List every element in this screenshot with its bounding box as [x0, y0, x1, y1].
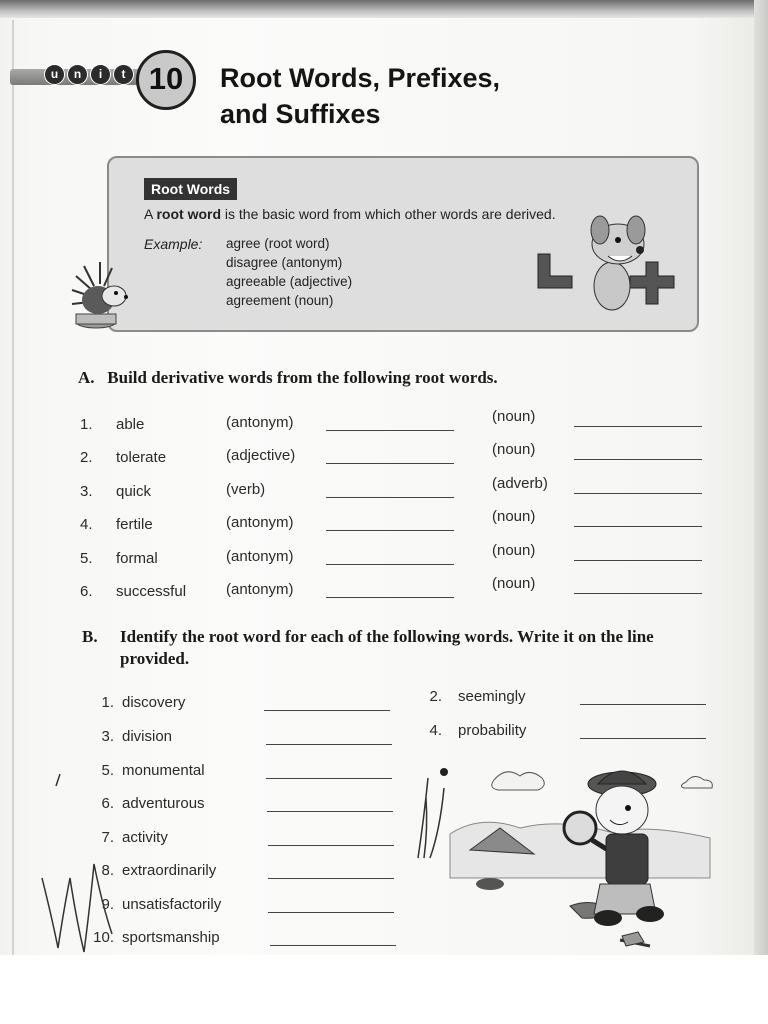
unit-letter: t	[113, 64, 134, 85]
unit-title-line1: Root Words, Prefixes,	[220, 63, 501, 93]
item-number: 2.	[429, 688, 442, 705]
section-a-row	[0, 575, 768, 603]
explorer-with-magnifier-illustration	[410, 754, 730, 954]
page-top-shadow	[0, 0, 768, 18]
answer-line[interactable]	[264, 710, 390, 711]
item-number: 4.	[80, 516, 93, 533]
answer-line[interactable]	[326, 497, 454, 498]
answer-line[interactable]	[268, 912, 394, 913]
root-word: tolerate	[116, 449, 167, 466]
item-number: 4.	[429, 722, 442, 739]
answer-line[interactable]	[267, 811, 393, 812]
derivative-type-label: (antonym)	[226, 581, 294, 598]
derivative-type-label: (antonym)	[226, 548, 294, 565]
derivative-type-label: (adjective)	[226, 447, 296, 464]
derived-word: monumental	[122, 762, 205, 779]
root-word: formal	[116, 550, 158, 567]
section-b-instruction	[82, 626, 722, 670]
item-number: 3.	[80, 483, 93, 500]
item-number: 3.	[101, 728, 114, 745]
answer-line[interactable]	[326, 430, 454, 431]
info-box-header: Root Words	[144, 178, 237, 200]
item-number: 1.	[80, 416, 93, 433]
derived-word: division	[122, 728, 173, 745]
answer-line[interactable]	[326, 530, 454, 531]
derivative-type-label: (adverb)	[492, 475, 548, 492]
root-word: successful	[116, 583, 187, 600]
section-a-text: Build derivative words from the following root words.	[107, 368, 498, 387]
unit-number-badge: 10	[136, 50, 196, 110]
answer-line[interactable]	[326, 597, 454, 598]
section-a-row	[0, 408, 768, 436]
root-word: able	[116, 416, 145, 433]
derived-word: seemingly	[458, 688, 526, 705]
section-a-row	[0, 441, 768, 469]
handwritten-scribble	[36, 858, 116, 954]
section-a-instruction	[78, 368, 498, 388]
item-number: 2.	[80, 449, 93, 466]
derivative-type-label: (verb)	[226, 481, 266, 498]
answer-line[interactable]	[266, 778, 392, 779]
derived-word: unsatisfactorily	[122, 896, 222, 913]
item-number: 6.	[80, 583, 93, 600]
answer-line[interactable]	[574, 493, 702, 494]
answer-line[interactable]	[270, 945, 396, 946]
unit-letter: i	[90, 64, 111, 85]
item-number: 1.	[101, 694, 114, 711]
pencil-mark	[54, 772, 64, 788]
derived-word: discovery	[122, 694, 186, 711]
derivative-type-label: (antonym)	[226, 514, 294, 531]
unit-title-line2: and Suffixes	[220, 99, 381, 129]
section-a-row	[0, 508, 768, 536]
answer-line[interactable]	[574, 560, 702, 561]
item-number: 8.	[101, 862, 114, 879]
example-item: agreement (noun)	[226, 293, 334, 308]
example-item: disagree (antonym)	[226, 255, 343, 270]
derived-word: sportsmanship	[122, 929, 220, 946]
unit-label	[44, 64, 134, 85]
item-number: 5.	[80, 550, 93, 567]
derived-word: probability	[458, 722, 527, 739]
section-a-letter: A.	[78, 368, 95, 387]
item-number: 9.	[101, 896, 114, 913]
derivative-type-label: (noun)	[492, 575, 536, 592]
section-b-text: Identify the root word for each of the following words. Write it on the line provided.	[120, 627, 654, 668]
scan-bottom-margin	[0, 955, 768, 1024]
example-label: Example:	[144, 236, 203, 252]
derivative-type-label: (noun)	[492, 441, 536, 458]
answer-line[interactable]	[574, 526, 702, 527]
derived-word: activity	[122, 829, 168, 846]
derived-word: adventurous	[122, 795, 205, 812]
item-number: 5.	[101, 762, 114, 779]
item-number: 10.	[93, 929, 114, 946]
section-a-row	[0, 475, 768, 503]
root-word: quick	[116, 483, 152, 500]
root-word: fertile	[116, 516, 153, 533]
answer-line[interactable]	[326, 463, 454, 464]
answer-line[interactable]	[574, 426, 702, 427]
derivative-type-label: (noun)	[492, 542, 536, 559]
item-number: 6.	[101, 795, 114, 812]
hedgehog-illustration	[70, 256, 134, 336]
example-item: agree (root word)	[226, 236, 330, 251]
derivative-type-label: (noun)	[492, 508, 536, 525]
unit-letter: n	[67, 64, 88, 85]
definition-term: root word	[156, 206, 222, 222]
derivative-type-label: (noun)	[492, 408, 536, 425]
dog-with-letters-illustration	[534, 210, 684, 320]
answer-line[interactable]	[574, 459, 702, 460]
answer-line[interactable]	[574, 593, 702, 594]
answer-line[interactable]	[268, 845, 394, 846]
unit-letter: u	[44, 64, 65, 85]
unit-title	[220, 60, 680, 132]
answer-line[interactable]	[326, 564, 454, 565]
root-word-definition	[144, 206, 556, 222]
derived-word: extraordinarily	[122, 862, 217, 879]
answer-line[interactable]	[266, 744, 392, 745]
section-b-letter: B.	[82, 627, 98, 646]
derivative-type-label: (antonym)	[226, 414, 294, 431]
example-item: agreeable (adjective)	[226, 274, 353, 289]
example-list	[226, 234, 352, 310]
answer-line[interactable]	[580, 738, 706, 739]
answer-line[interactable]	[268, 878, 394, 879]
answer-line[interactable]	[580, 704, 706, 705]
definition-suffix: is the basic word from which other words are derived.	[221, 206, 556, 222]
definition-prefix: A	[144, 206, 157, 222]
item-number: 7.	[101, 829, 114, 846]
section-a-row	[0, 542, 768, 570]
